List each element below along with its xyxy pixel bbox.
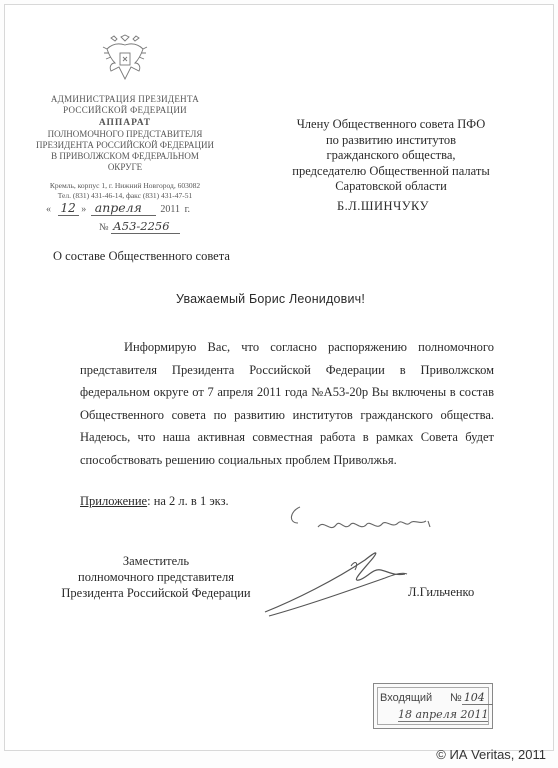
stamp-label: Входящий xyxy=(380,692,433,704)
annex-text: : на 2 л. в 1 экз. xyxy=(147,494,229,508)
letterhead-line: АДМИНИСТРАЦИЯ ПРЕЗИДЕНТА xyxy=(50,94,200,104)
letterhead-address: Кремль, корпус 1, г. Нижний Новгород, 603082 xyxy=(49,181,201,190)
number-sign: № xyxy=(99,222,109,233)
letterhead-line: В ПРИВОЛЖСКОМ ФЕДЕРАЛЬНОМ ОКРУГЕ xyxy=(51,151,199,172)
copyright-watermark: © ИА Veritas, 2011 xyxy=(436,747,546,762)
recipient-line: по развитию институтов xyxy=(325,132,457,147)
letterhead-line: ПРЕЗИДЕНТА РОССИЙСКОЙ ФЕДЕРАЦИИ xyxy=(36,140,214,150)
recipient-block xyxy=(282,117,500,195)
date-open-quote: « xyxy=(46,204,51,215)
letter-body: Информирую Вас, что согласно распоряжению полномочного представителя Президента Российской Федерации в Приволжском федеральном округе от 7 апреля 2011 года №А53-20р Вы включены в состав Общественного совета по развитию институтов гражданского общества. Надеюсь, что наша активная совместная работа в рамках Совета будет способствовать решению социальных проблем Приволжья. xyxy=(80,340,494,467)
stamp-number-value: 104 xyxy=(462,691,493,705)
salutation: Уважаемый Борис Леонидович! xyxy=(176,292,366,306)
registration-number-value: А53-2256 xyxy=(111,219,180,234)
coat-of-arms-emblem xyxy=(99,33,151,85)
sender-letterhead xyxy=(35,94,215,201)
incoming-stamp xyxy=(373,683,493,729)
registration-month: апреля xyxy=(91,200,156,216)
registration-day: 12 xyxy=(58,201,79,216)
stamp-number-sign: № xyxy=(450,692,462,704)
recipient-line: Саратовской области xyxy=(335,179,447,193)
letterhead-line: РОССИЙСКОЙ ФЕДЕРАЦИИ xyxy=(63,105,187,115)
recipient-line: гражданского общества, xyxy=(326,148,456,162)
recipient-line: Члену Общественного совета ПФО xyxy=(296,117,486,131)
annex-label: Приложение xyxy=(80,494,148,508)
signatory-title-line: полномочного представителя xyxy=(78,570,234,584)
handwritten-signature xyxy=(255,540,415,620)
stamp-date: 18 апреля 2011 xyxy=(398,708,489,721)
annex-line xyxy=(80,494,229,509)
stamp-number xyxy=(450,691,493,704)
registration-year-suffix: г. xyxy=(184,204,191,215)
letterhead-phone: Тел. (831) 431-46-14, факс (831) 431-47-51 xyxy=(57,191,193,200)
recipient-name: Б.Л.ШИНЧУКУ xyxy=(337,199,429,213)
registration-date xyxy=(46,200,190,215)
date-close-quote: » xyxy=(81,204,87,215)
signatory-name: Л.Гильченко xyxy=(408,585,475,599)
signatory-title-line: Заместитель xyxy=(122,554,190,568)
registration-year: 2011 xyxy=(160,204,181,215)
letterhead-apparatus: АППАРАТ xyxy=(98,118,152,128)
letterhead-line: ПОЛНОМОЧНОГО ПРЕДСТАВИТЕЛЯ xyxy=(47,129,203,139)
recipient-line: председателю Общественной палаты xyxy=(292,163,490,178)
letter-subject: О составе Общественного совета xyxy=(53,249,230,263)
registration-number xyxy=(99,219,180,233)
signatory-title-line: Президента Российской Федерации xyxy=(61,586,251,600)
signatory-title xyxy=(56,553,256,601)
